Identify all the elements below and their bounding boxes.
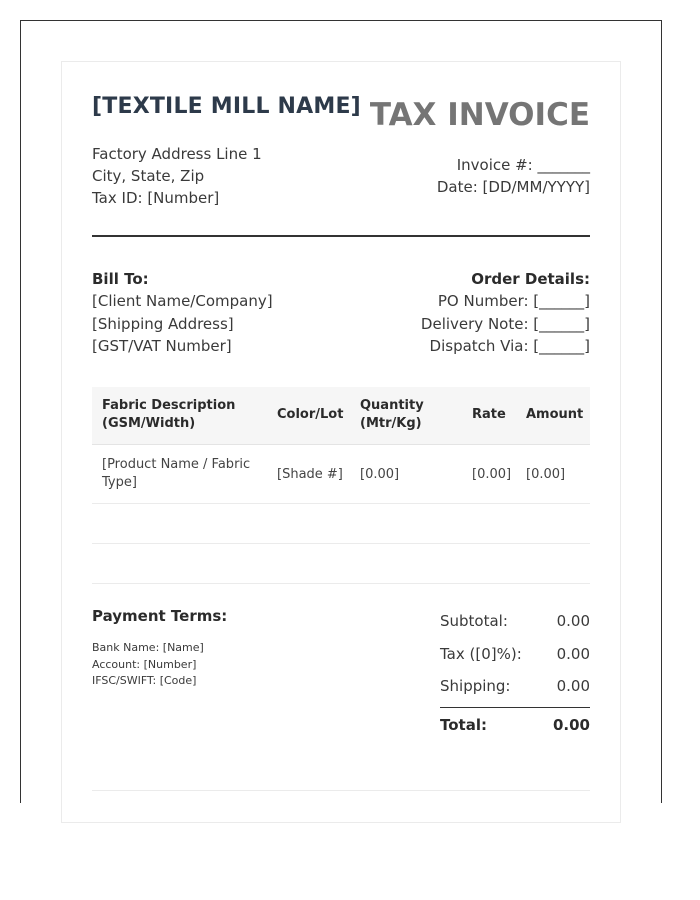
shipping-address: [Shipping Address] bbox=[92, 315, 234, 333]
tax-value: 0.00 bbox=[556, 645, 590, 663]
invoice-title: TAX INVOICE bbox=[369, 97, 590, 133]
bank-name: Bank Name: [Name] bbox=[92, 641, 204, 654]
table-row-divider bbox=[92, 543, 590, 544]
item-description: [Product Name / Fabric Type] bbox=[102, 457, 251, 490]
address-line-2: City, State, Zip bbox=[92, 167, 205, 185]
header-divider bbox=[92, 235, 590, 237]
invoice-date: Date: [DD/MM/YYYY] bbox=[436, 178, 590, 196]
item-rate: [0.00] bbox=[472, 467, 512, 482]
column-header-color-lot: Color/Lot bbox=[277, 407, 344, 422]
tax-id: Tax ID: [Number] bbox=[92, 189, 220, 207]
tax-label: Tax ([0]%): bbox=[440, 645, 522, 663]
totals-divider bbox=[440, 707, 590, 708]
column-header-amount: Amount bbox=[526, 407, 584, 422]
subtotal-label: Subtotal: bbox=[440, 612, 508, 630]
table-row-divider bbox=[92, 583, 590, 584]
column-header-description: Fabric Description (GSM/Width) bbox=[102, 398, 236, 431]
column-header-quantity: Quantity (Mtr/Kg) bbox=[360, 398, 424, 431]
address-line-1: Factory Address Line 1 bbox=[92, 145, 262, 163]
bill-to-heading: Bill To: bbox=[92, 270, 149, 288]
item-amount: [0.00] bbox=[526, 467, 566, 482]
gst-vat-number: [GST/VAT Number] bbox=[92, 337, 232, 355]
ifsc-swift-code: IFSC/SWIFT: [Code] bbox=[92, 674, 197, 687]
account-number: Account: [Number] bbox=[92, 658, 197, 671]
total-label: Total: bbox=[440, 716, 487, 734]
client-name: [Client Name/Company] bbox=[92, 292, 273, 310]
dispatch-via: Dispatch Via: [______] bbox=[429, 337, 590, 355]
order-details-heading: Order Details: bbox=[471, 270, 590, 288]
item-quantity: [0.00] bbox=[360, 467, 400, 482]
invoice-number: Invoice #: _______ bbox=[456, 156, 590, 174]
footer-divider bbox=[92, 790, 590, 791]
delivery-note: Delivery Note: [______] bbox=[420, 315, 590, 333]
po-number: PO Number: [______] bbox=[437, 292, 590, 310]
item-color-lot: [Shade #] bbox=[277, 467, 343, 482]
subtotal-value: 0.00 bbox=[556, 612, 590, 630]
total-value: 0.00 bbox=[552, 716, 590, 734]
table-row-divider bbox=[92, 503, 590, 504]
mill-name: [TEXTILE MILL NAME] bbox=[92, 94, 361, 119]
shipping-label: Shipping: bbox=[440, 677, 511, 695]
payment-terms-heading: Payment Terms: bbox=[92, 607, 228, 625]
column-header-rate: Rate bbox=[472, 407, 506, 422]
shipping-value: 0.00 bbox=[556, 677, 590, 695]
